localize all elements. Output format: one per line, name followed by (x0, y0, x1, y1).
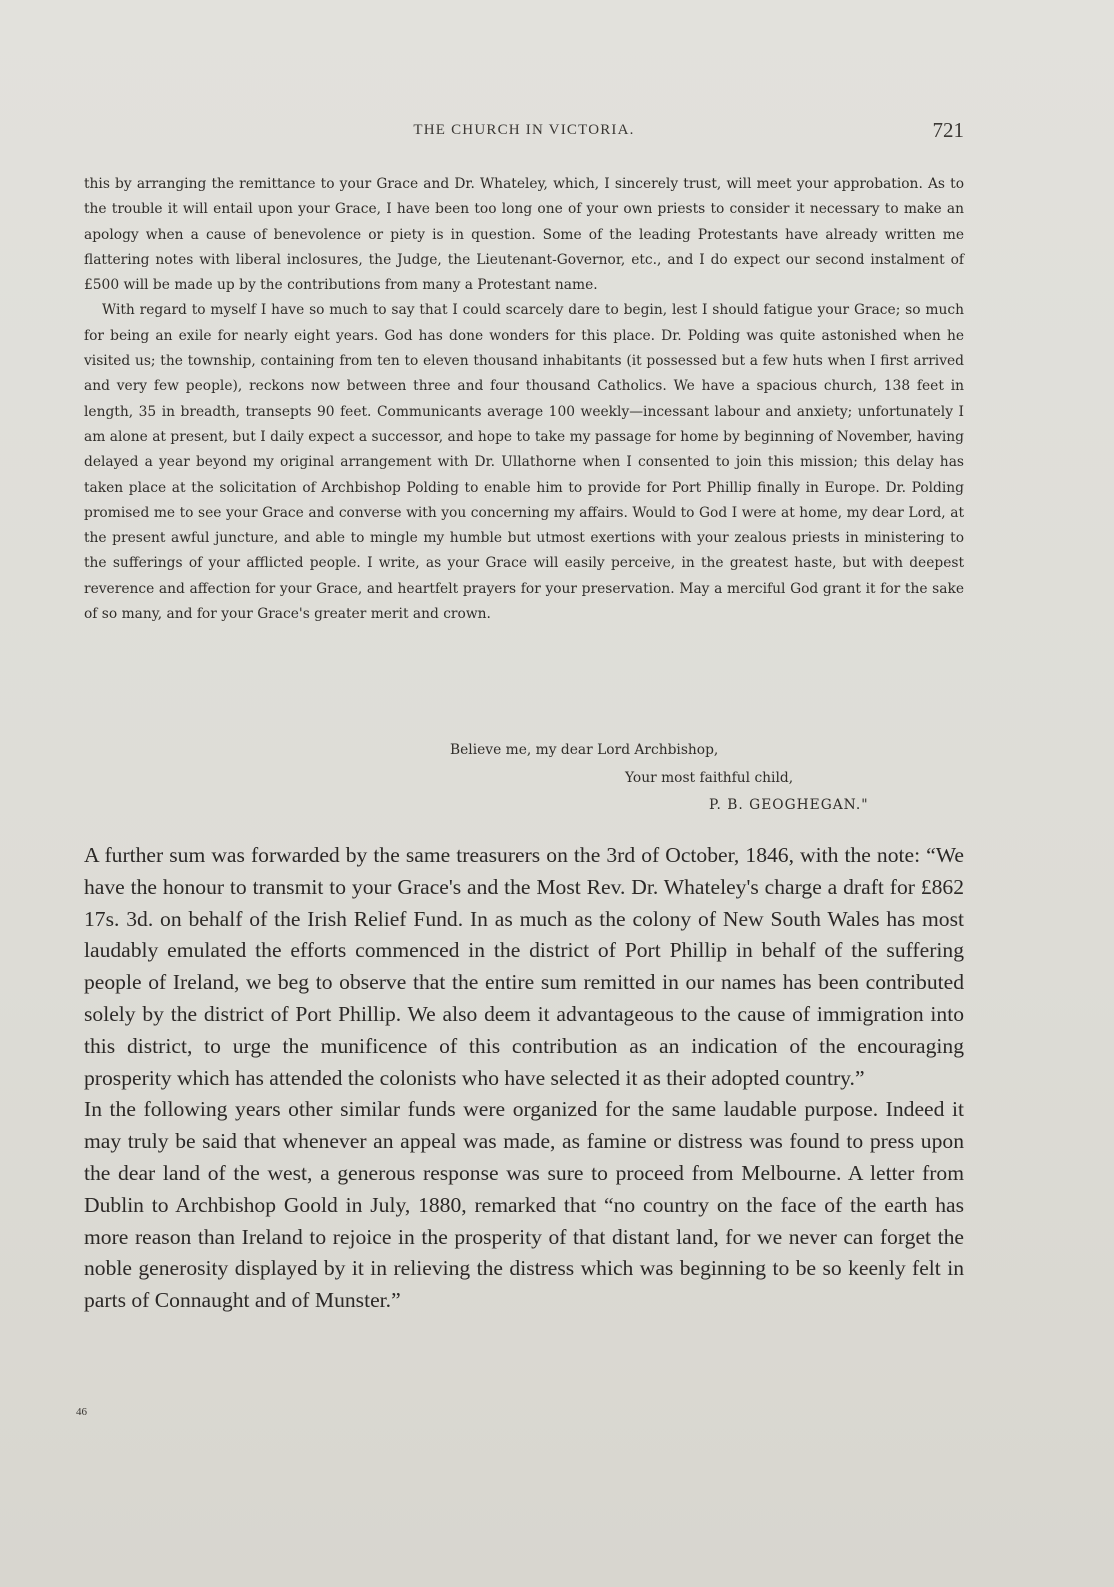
page-header (84, 118, 964, 148)
printer-signature-mark: 46 (76, 1406, 87, 1418)
main-text (84, 840, 964, 1317)
page-number: 721 (932, 118, 964, 142)
letter-closing-2: Your most faithful child, (625, 770, 794, 786)
letter-paragraph: this by arranging the remittance to your Grace and Dr. Whateley, which, I sincerely trust, will meet your approbation. As to the trouble it will entail upon your Grace, I have been too long one of your own priests to consider it necessary to make an apology when a cause of benevolence or piety is in question. Some of the leading Protestants have already written me flattering notes with liberal inclosures, the Judge, the Lieutenant-Governor, etc., and I do expect our second instalment of £500 will be made up by the contributions from many a Protestant name. (84, 176, 964, 294)
body-paragraph: In the following years other similar funds were organized for the same laudable purpose. Indeed it may truly be said that whenever an appeal was made, as famine or distress was found to press upon the dear land of the west, a generous response was sure to proceed from Melbourne. A letter from Dublin to Archbishop Goold in July, 1880, remarked that “no country on the face of the earth has more reason than Ireland to rejoice in the prosperity of that distant land, for we never can forget the noble generosity displayed by it in relieving the distress which was beginning to be so keenly felt in parts of Connaught and of Munster.” (84, 1097, 964, 1313)
letter-signature: P. B. GEOGHEGAN." (709, 797, 869, 813)
body-paragraph: A further sum was forwarded by the same treasurers on the 3rd of October, 1846, with the note: “We have the honour to transmit to your Grace's and the Most Rev. Dr. Whateley's charge a draft for £862 17s. 3d. on behalf of the Irish Relief Fund. In as much as the colony of New South Wales has most laudably emulated the efforts commenced in the district of Port Phillip in behalf of the suffering people of Ireland, we beg to observe that the entire sum remitted in our names has been contributed solely by the district of Port Phillip. We also deem it advantageous to the cause of immigration into this district, to urge the munificence of this contribution as an indication of the encouraging prosperity which has attended the colonists who have selected it as their adopted country.” (84, 843, 964, 1090)
letter-paragraph: With regard to myself I have so much to say that I could scarcely dare to begin, lest I should fatigue your Grace; so much for being an exile for nearly eight years. God has done wonders for this place. Dr. Polding was quite astonished when he visited us; the township, containing from ten to eleven thousand inhabitants (it possessed but a few huts when I first arrived and very few people), reckons now between three and four thousand Catholics. We have a spacious church, 138 feet in length, 35 in breadth, transepts 90 feet. Communicants average 100 weekly—incessant labour and anxiety; unfortunately I am alone at present, but I daily expect a successor, and hope to take my passage for home by beginning of November, having delayed a year beyond my original arrangement with Dr. Ullathorne when I consented to join this mission; this delay has taken place at the solicitation of Archbishop Polding to enable him to provide for Port Phillip finally in Europe. Dr. Polding promised me to see your Grace and converse with you concerning my affairs. Would to God I were at home, my dear Lord, at the present awful juncture, and able to mingle my humble but utmost exertions with your zealous priests in ministering to the sufferings of your afflicted people. I write, as your Grace will easily perceive, in the greatest haste, but with deepest reverence and affection for your Grace, and heartfelt prayers for your preservation. May a merciful God grant it for the sake of so many, and for your Grace's greater merit and crown. (84, 302, 964, 623)
letter-closing: Believe me, my dear Lord Archbishop, (450, 742, 719, 758)
quoted-letter (84, 172, 964, 627)
running-head: THE CHURCH IN VICTORIA. (413, 122, 635, 138)
